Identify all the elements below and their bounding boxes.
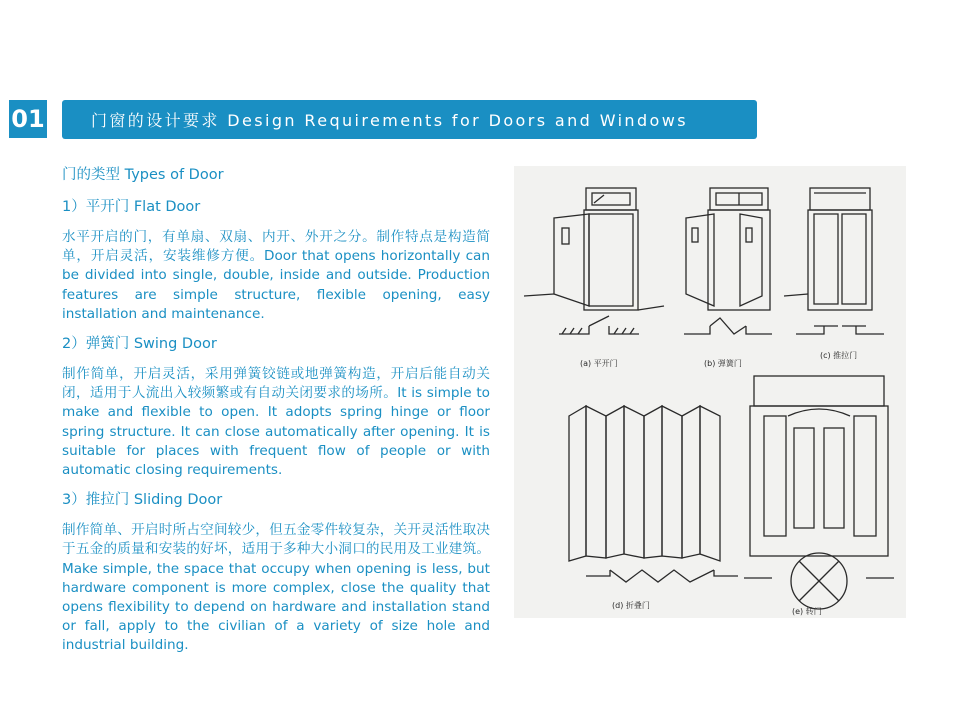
item-heading-sliding-door: 3）推拉门 Sliding Door	[62, 492, 223, 509]
caption-folding-door: (d) 折叠门	[612, 601, 650, 610]
title-bar	[62, 100, 757, 139]
caption-flat-door: (a) 平开门	[580, 359, 618, 368]
item-text-swing-door: 制作简单，开启灵活，采用弹簧铰链或地弹簧构造，开启后能自动关闭，适用于人流出入较频繁或有自动关闭要求的场所。It is simple to make and flexible to open. It adopts spring hinge or floor spring structure. It can close automatically after opening. It is suitable for places with frequent flow of people or with automatic closing requirements.	[62, 366, 490, 479]
item-heading-swing-door: 2）弹簧门 Swing Door	[62, 336, 217, 353]
door-types-drawing	[514, 166, 906, 618]
section-number-badge	[9, 100, 47, 138]
swing-door-drawing	[684, 188, 772, 334]
section-title: 门的类型 Types of Door	[62, 167, 224, 183]
item-heading-flat-door: 1）平开门 Flat Door	[62, 199, 201, 215]
caption-swing-door: (b) 弹簧门	[704, 359, 742, 368]
revolving-door-drawing	[744, 376, 894, 609]
flat-door-drawing	[524, 188, 664, 334]
item-text-flat-door: 水平开启的门，有单扇、双扇、内开、外开之分。制作特点是构造简单，开启灵活，安装维修方便。Door that opens horizontally can be divided into single, double, inside and outside. Production features are simple structure, flexible opening, easy installation and maintenance.	[62, 229, 490, 322]
page-title: 门窗的设计要求 Design Requirements for Doors and Windows	[91, 111, 688, 130]
caption-revolving-door: (e) 转门	[792, 607, 822, 616]
sliding-door-drawing	[784, 188, 884, 334]
item-text-sliding-door: 制作简单、开启时所占空间较少，但五金零件较复杂，关开灵活性取决于五金的质量和安装的好坏，适用于多种大小洞口的民用及工业建筑。Make simple, the space that occupy when opening is less, but hardware component is more complex, close the quality that opens flexibility to depend on hardware and installation stand or fall, apply to the civilian of a variety of size hole and industrial building.	[62, 522, 490, 654]
folding-door-drawing	[569, 406, 738, 582]
section-number: 01	[11, 105, 45, 133]
caption-sliding-door: (c) 推拉门	[820, 351, 858, 360]
content-column	[62, 164, 490, 665]
door-types-illustration	[514, 166, 906, 618]
